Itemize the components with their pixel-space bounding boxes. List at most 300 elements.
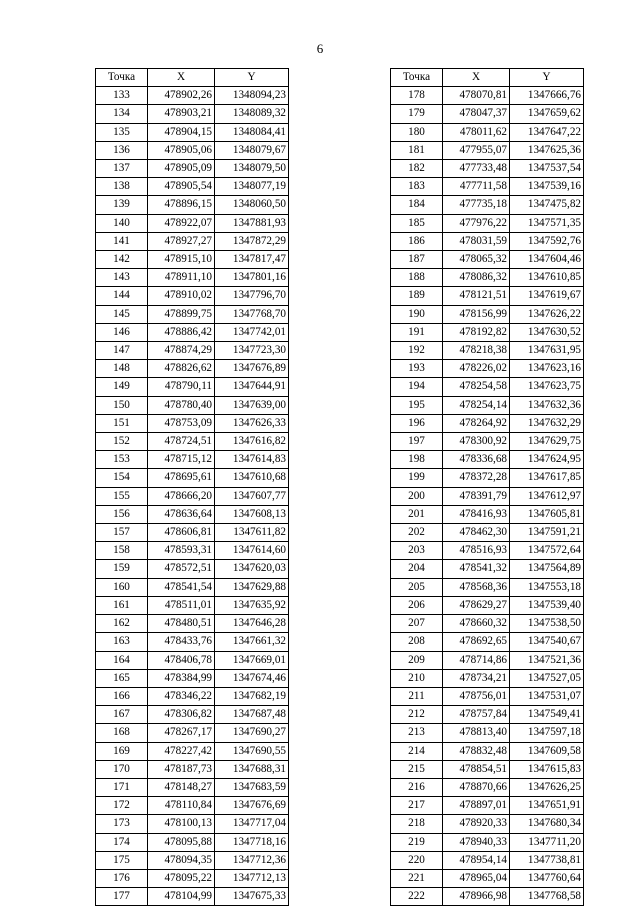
y-coordinate-cell: 1347626,25 <box>510 778 584 796</box>
y-coordinate-cell: 1347607,77 <box>215 487 289 505</box>
y-coordinate-cell: 1347690,55 <box>215 742 289 760</box>
table-row <box>391 778 584 796</box>
y-coordinate-cell: 1347646,28 <box>215 615 289 633</box>
point-number-cell: 204 <box>391 560 443 578</box>
x-coordinate-cell: 478927,27 <box>148 232 215 250</box>
point-number-cell: 219 <box>391 833 443 851</box>
x-coordinate-cell: 477711,58 <box>443 178 510 196</box>
point-number-cell: 189 <box>391 287 443 305</box>
point-number-cell: 168 <box>96 724 148 742</box>
y-coordinate-cell: 1347796,70 <box>215 287 289 305</box>
y-coordinate-cell: 1347717,04 <box>215 815 289 833</box>
x-coordinate-cell: 478753,09 <box>148 414 215 432</box>
table-row <box>391 251 584 269</box>
table-row <box>96 433 289 451</box>
point-number-cell: 201 <box>391 505 443 523</box>
table-row <box>96 414 289 432</box>
y-coordinate-cell: 1348077,19 <box>215 178 289 196</box>
point-number-cell: 156 <box>96 505 148 523</box>
y-coordinate-cell: 1347817,47 <box>215 251 289 269</box>
y-coordinate-cell: 1347632,29 <box>510 414 584 432</box>
table-row <box>391 414 584 432</box>
x-coordinate-cell: 478966,98 <box>443 888 510 906</box>
x-coordinate-cell: 478346,22 <box>148 687 215 705</box>
y-coordinate-cell: 1347614,83 <box>215 451 289 469</box>
point-number-cell: 183 <box>391 178 443 196</box>
page-number: 6 <box>316 41 324 56</box>
table-row <box>96 105 289 123</box>
y-coordinate-cell: 1348094,23 <box>215 87 289 105</box>
x-coordinate-cell: 478905,54 <box>148 178 215 196</box>
y-coordinate-cell: 1347615,83 <box>510 760 584 778</box>
header-y: Y <box>215 69 289 87</box>
x-coordinate-cell: 477733,48 <box>443 160 510 178</box>
table-row <box>391 669 584 687</box>
x-coordinate-cell: 478854,51 <box>443 760 510 778</box>
x-coordinate-cell: 478606,81 <box>148 524 215 542</box>
y-coordinate-cell: 1347760,64 <box>510 869 584 887</box>
table-row <box>391 123 584 141</box>
x-coordinate-cell: 478757,84 <box>443 706 510 724</box>
point-number-cell: 143 <box>96 269 148 287</box>
table-row <box>391 396 584 414</box>
y-coordinate-cell: 1347659,62 <box>510 105 584 123</box>
y-coordinate-cell: 1347674,46 <box>215 669 289 687</box>
point-number-cell: 155 <box>96 487 148 505</box>
table-row <box>391 141 584 159</box>
point-number-cell: 179 <box>391 105 443 123</box>
point-number-cell: 181 <box>391 141 443 159</box>
table-row <box>391 706 584 724</box>
table-row <box>391 651 584 669</box>
point-number-cell: 149 <box>96 378 148 396</box>
x-coordinate-cell: 478899,75 <box>148 305 215 323</box>
point-number-cell: 188 <box>391 269 443 287</box>
table-row <box>391 487 584 505</box>
point-number-cell: 146 <box>96 323 148 341</box>
y-coordinate-cell: 1347626,22 <box>510 305 584 323</box>
y-coordinate-cell: 1347539,40 <box>510 596 584 614</box>
point-number-cell: 136 <box>96 141 148 159</box>
y-coordinate-cell: 1347591,21 <box>510 524 584 542</box>
y-coordinate-cell: 1347619,67 <box>510 287 584 305</box>
table-body-right <box>391 87 584 906</box>
x-coordinate-cell: 478572,51 <box>148 560 215 578</box>
table-row <box>391 724 584 742</box>
point-number-cell: 169 <box>96 742 148 760</box>
y-coordinate-cell: 1347623,75 <box>510 378 584 396</box>
y-coordinate-cell: 1347549,41 <box>510 706 584 724</box>
point-number-cell: 165 <box>96 669 148 687</box>
table-row <box>391 833 584 851</box>
point-number-cell: 197 <box>391 433 443 451</box>
x-coordinate-cell: 478692,65 <box>443 633 510 651</box>
table-row <box>96 123 289 141</box>
table-row <box>391 269 584 287</box>
y-coordinate-cell: 1347738,81 <box>510 851 584 869</box>
y-coordinate-cell: 1347572,64 <box>510 542 584 560</box>
y-coordinate-cell: 1347682,19 <box>215 687 289 705</box>
table-row <box>96 542 289 560</box>
x-coordinate-cell: 478121,51 <box>443 287 510 305</box>
table-row <box>391 287 584 305</box>
y-coordinate-cell: 1348060,50 <box>215 196 289 214</box>
y-coordinate-cell: 1347610,85 <box>510 269 584 287</box>
table-row <box>391 433 584 451</box>
y-coordinate-cell: 1347553,18 <box>510 578 584 596</box>
point-number-cell: 195 <box>391 396 443 414</box>
y-coordinate-cell: 1347651,91 <box>510 797 584 815</box>
point-number-cell: 192 <box>391 342 443 360</box>
point-number-cell: 163 <box>96 633 148 651</box>
point-number-cell: 207 <box>391 615 443 633</box>
x-coordinate-cell: 478192,82 <box>443 323 510 341</box>
y-coordinate-cell: 1347676,89 <box>215 360 289 378</box>
point-number-cell: 145 <box>96 305 148 323</box>
x-coordinate-cell: 478480,51 <box>148 615 215 633</box>
header-x: X <box>443 69 510 87</box>
x-coordinate-cell: 478433,76 <box>148 633 215 651</box>
table-row <box>391 797 584 815</box>
x-coordinate-cell: 477735,18 <box>443 196 510 214</box>
x-coordinate-cell: 478187,73 <box>148 760 215 778</box>
x-coordinate-cell: 478896,15 <box>148 196 215 214</box>
x-coordinate-cell: 478780,40 <box>148 396 215 414</box>
table-row <box>96 615 289 633</box>
table-row <box>96 178 289 196</box>
point-number-cell: 208 <box>391 633 443 651</box>
x-coordinate-cell: 477976,22 <box>443 214 510 232</box>
y-coordinate-cell: 1347881,93 <box>215 214 289 232</box>
table-row <box>96 851 289 869</box>
y-coordinate-cell: 1347647,22 <box>510 123 584 141</box>
x-coordinate-cell: 478095,88 <box>148 833 215 851</box>
table-row <box>96 706 289 724</box>
x-coordinate-cell: 478511,01 <box>148 596 215 614</box>
table-row <box>96 797 289 815</box>
table-row <box>96 269 289 287</box>
y-coordinate-cell: 1347669,01 <box>215 651 289 669</box>
y-coordinate-cell: 1347611,82 <box>215 524 289 542</box>
point-number-cell: 213 <box>391 724 443 742</box>
point-number-cell: 142 <box>96 251 148 269</box>
point-number-cell: 164 <box>96 651 148 669</box>
y-coordinate-cell: 1347711,20 <box>510 833 584 851</box>
table-row <box>96 724 289 742</box>
point-number-cell: 153 <box>96 451 148 469</box>
table-row <box>391 615 584 633</box>
table-row <box>391 742 584 760</box>
x-coordinate-cell: 478541,54 <box>148 578 215 596</box>
x-coordinate-cell: 478813,40 <box>443 724 510 742</box>
table-row <box>391 178 584 196</box>
x-coordinate-cell: 477955,07 <box>443 141 510 159</box>
point-number-cell: 144 <box>96 287 148 305</box>
point-number-cell: 212 <box>391 706 443 724</box>
point-number-cell: 177 <box>96 888 148 906</box>
y-coordinate-cell: 1347608,13 <box>215 505 289 523</box>
x-coordinate-cell: 478756,01 <box>443 687 510 705</box>
point-number-cell: 202 <box>391 524 443 542</box>
table-row <box>96 760 289 778</box>
point-number-cell: 151 <box>96 414 148 432</box>
table-row <box>96 451 289 469</box>
table-row <box>96 669 289 687</box>
point-number-cell: 187 <box>391 251 443 269</box>
point-number-cell: 152 <box>96 433 148 451</box>
table-row <box>96 305 289 323</box>
y-coordinate-cell: 1347531,07 <box>510 687 584 705</box>
x-coordinate-cell: 478660,32 <box>443 615 510 633</box>
y-coordinate-cell: 1347632,36 <box>510 396 584 414</box>
point-number-cell: 159 <box>96 560 148 578</box>
y-coordinate-cell: 1347688,31 <box>215 760 289 778</box>
x-coordinate-cell: 478826,62 <box>148 360 215 378</box>
y-coordinate-cell: 1347661,32 <box>215 633 289 651</box>
y-coordinate-cell: 1347629,88 <box>215 578 289 596</box>
y-coordinate-cell: 1347712,36 <box>215 851 289 869</box>
point-number-cell: 217 <box>391 797 443 815</box>
point-number-cell: 206 <box>391 596 443 614</box>
point-number-cell: 160 <box>96 578 148 596</box>
table-row <box>96 141 289 159</box>
x-coordinate-cell: 478086,32 <box>443 269 510 287</box>
x-coordinate-cell: 478148,27 <box>148 778 215 796</box>
point-number-cell: 221 <box>391 869 443 887</box>
point-number-cell: 190 <box>391 305 443 323</box>
table-row <box>96 505 289 523</box>
table-row <box>391 105 584 123</box>
x-coordinate-cell: 478790,11 <box>148 378 215 396</box>
table-body-left <box>96 87 289 906</box>
x-coordinate-cell: 478095,22 <box>148 869 215 887</box>
x-coordinate-cell: 478100,13 <box>148 815 215 833</box>
x-coordinate-cell: 478300,92 <box>443 433 510 451</box>
x-coordinate-cell: 478897,01 <box>443 797 510 815</box>
point-number-cell: 180 <box>391 123 443 141</box>
table-row <box>96 869 289 887</box>
table-row <box>96 888 289 906</box>
table-row <box>391 505 584 523</box>
y-coordinate-cell: 1347571,35 <box>510 214 584 232</box>
x-coordinate-cell: 478462,30 <box>443 524 510 542</box>
y-coordinate-cell: 1348089,32 <box>215 105 289 123</box>
point-number-cell: 174 <box>96 833 148 851</box>
point-number-cell: 203 <box>391 542 443 560</box>
y-coordinate-cell: 1347620,03 <box>215 560 289 578</box>
x-coordinate-cell: 478094,35 <box>148 851 215 869</box>
point-number-cell: 191 <box>391 323 443 341</box>
point-number-cell: 138 <box>96 178 148 196</box>
x-coordinate-cell: 478516,93 <box>443 542 510 560</box>
x-coordinate-cell: 478264,92 <box>443 414 510 432</box>
y-coordinate-cell: 1348079,67 <box>215 141 289 159</box>
point-number-cell: 172 <box>96 797 148 815</box>
table-row <box>96 87 289 105</box>
table-row <box>391 160 584 178</box>
point-number-cell: 193 <box>391 360 443 378</box>
x-coordinate-cell: 478911,10 <box>148 269 215 287</box>
table-row <box>391 560 584 578</box>
y-coordinate-cell: 1347630,52 <box>510 323 584 341</box>
y-coordinate-cell: 1347624,95 <box>510 451 584 469</box>
table-row <box>391 888 584 906</box>
y-coordinate-cell: 1347616,82 <box>215 433 289 451</box>
table-row <box>391 578 584 596</box>
y-coordinate-cell: 1347768,70 <box>215 305 289 323</box>
y-coordinate-cell: 1347540,67 <box>510 633 584 651</box>
table-row <box>96 833 289 851</box>
table-row <box>391 542 584 560</box>
x-coordinate-cell: 478541,32 <box>443 560 510 578</box>
point-number-cell: 220 <box>391 851 443 869</box>
x-coordinate-cell: 478104,99 <box>148 888 215 906</box>
table-row <box>96 232 289 250</box>
y-coordinate-cell: 1347612,97 <box>510 487 584 505</box>
y-coordinate-cell: 1347626,33 <box>215 414 289 432</box>
y-coordinate-cell: 1347521,36 <box>510 651 584 669</box>
x-coordinate-cell: 478886,42 <box>148 323 215 341</box>
point-number-cell: 200 <box>391 487 443 505</box>
point-number-cell: 184 <box>391 196 443 214</box>
x-coordinate-cell: 478636,64 <box>148 505 215 523</box>
point-number-cell: 211 <box>391 687 443 705</box>
point-number-cell: 205 <box>391 578 443 596</box>
point-number-cell: 147 <box>96 342 148 360</box>
point-number-cell: 137 <box>96 160 148 178</box>
y-coordinate-cell: 1347872,29 <box>215 232 289 250</box>
table-row <box>391 323 584 341</box>
point-number-cell: 215 <box>391 760 443 778</box>
y-coordinate-cell: 1347538,50 <box>510 615 584 633</box>
x-coordinate-cell: 478965,04 <box>443 869 510 887</box>
x-coordinate-cell: 478910,02 <box>148 287 215 305</box>
x-coordinate-cell: 478406,78 <box>148 651 215 669</box>
y-coordinate-cell: 1347676,69 <box>215 797 289 815</box>
y-coordinate-cell: 1347564,89 <box>510 560 584 578</box>
point-number-cell: 176 <box>96 869 148 887</box>
x-coordinate-cell: 478832,48 <box>443 742 510 760</box>
point-number-cell: 175 <box>96 851 148 869</box>
point-number-cell: 222 <box>391 888 443 906</box>
table-row <box>96 815 289 833</box>
point-number-cell: 196 <box>391 414 443 432</box>
point-number-cell: 134 <box>96 105 148 123</box>
table-row <box>96 214 289 232</box>
table-row <box>391 596 584 614</box>
y-coordinate-cell: 1348084,41 <box>215 123 289 141</box>
x-coordinate-cell: 478226,02 <box>443 360 510 378</box>
y-coordinate-cell: 1347597,18 <box>510 724 584 742</box>
table-row <box>391 869 584 887</box>
point-number-cell: 167 <box>96 706 148 724</box>
table-row <box>391 815 584 833</box>
y-coordinate-cell: 1347537,54 <box>510 160 584 178</box>
y-coordinate-cell: 1347675,33 <box>215 888 289 906</box>
table-row <box>391 87 584 105</box>
table-row <box>391 760 584 778</box>
point-number-cell: 140 <box>96 214 148 232</box>
y-coordinate-cell: 1347625,36 <box>510 141 584 159</box>
table-row <box>391 378 584 396</box>
table-row <box>96 469 289 487</box>
table-row <box>96 596 289 614</box>
table-row <box>96 487 289 505</box>
table-header-row <box>391 69 584 87</box>
point-number-cell: 150 <box>96 396 148 414</box>
y-coordinate-cell: 1347723,30 <box>215 342 289 360</box>
table-row <box>96 196 289 214</box>
y-coordinate-cell: 1347527,05 <box>510 669 584 687</box>
table-row <box>96 378 289 396</box>
point-number-cell: 216 <box>391 778 443 796</box>
point-number-cell: 186 <box>391 232 443 250</box>
point-number-cell: 135 <box>96 123 148 141</box>
x-coordinate-cell: 478391,79 <box>443 487 510 505</box>
y-coordinate-cell: 1347539,16 <box>510 178 584 196</box>
table-row <box>391 451 584 469</box>
y-coordinate-cell: 1347614,60 <box>215 542 289 560</box>
x-coordinate-cell: 478715,12 <box>148 451 215 469</box>
point-number-cell: 185 <box>391 214 443 232</box>
table-row <box>391 524 584 542</box>
point-number-cell: 214 <box>391 742 443 760</box>
table-row <box>96 633 289 651</box>
table-row <box>96 287 289 305</box>
x-coordinate-cell: 478336,68 <box>443 451 510 469</box>
y-coordinate-cell: 1347635,92 <box>215 596 289 614</box>
x-coordinate-cell: 478666,20 <box>148 487 215 505</box>
table-row <box>96 323 289 341</box>
coordinates-table-left <box>95 68 289 906</box>
y-coordinate-cell: 1347680,34 <box>510 815 584 833</box>
coordinates-table-right <box>390 68 584 906</box>
point-number-cell: 154 <box>96 469 148 487</box>
x-coordinate-cell: 478065,32 <box>443 251 510 269</box>
point-number-cell: 178 <box>391 87 443 105</box>
point-number-cell: 148 <box>96 360 148 378</box>
y-coordinate-cell: 1348079,50 <box>215 160 289 178</box>
table-row <box>391 342 584 360</box>
point-number-cell: 166 <box>96 687 148 705</box>
y-coordinate-cell: 1347687,48 <box>215 706 289 724</box>
x-coordinate-cell: 478593,31 <box>148 542 215 560</box>
table-row <box>391 214 584 232</box>
table-row <box>96 560 289 578</box>
x-coordinate-cell: 478156,99 <box>443 305 510 323</box>
x-coordinate-cell: 478922,07 <box>148 214 215 232</box>
point-number-cell: 194 <box>391 378 443 396</box>
x-coordinate-cell: 478267,17 <box>148 724 215 742</box>
x-coordinate-cell: 478874,29 <box>148 342 215 360</box>
x-coordinate-cell: 478954,14 <box>443 851 510 869</box>
y-coordinate-cell: 1347617,85 <box>510 469 584 487</box>
table-row <box>391 633 584 651</box>
y-coordinate-cell: 1347683,59 <box>215 778 289 796</box>
x-coordinate-cell: 478870,66 <box>443 778 510 796</box>
header-point: Точка <box>96 69 148 87</box>
x-coordinate-cell: 478629,27 <box>443 596 510 614</box>
x-coordinate-cell: 478416,93 <box>443 505 510 523</box>
table-row <box>96 742 289 760</box>
table-row <box>391 232 584 250</box>
x-coordinate-cell: 478110,84 <box>148 797 215 815</box>
y-coordinate-cell: 1347629,75 <box>510 433 584 451</box>
x-coordinate-cell: 478940,33 <box>443 833 510 851</box>
y-coordinate-cell: 1347609,58 <box>510 742 584 760</box>
point-number-cell: 210 <box>391 669 443 687</box>
x-coordinate-cell: 478384,99 <box>148 669 215 687</box>
